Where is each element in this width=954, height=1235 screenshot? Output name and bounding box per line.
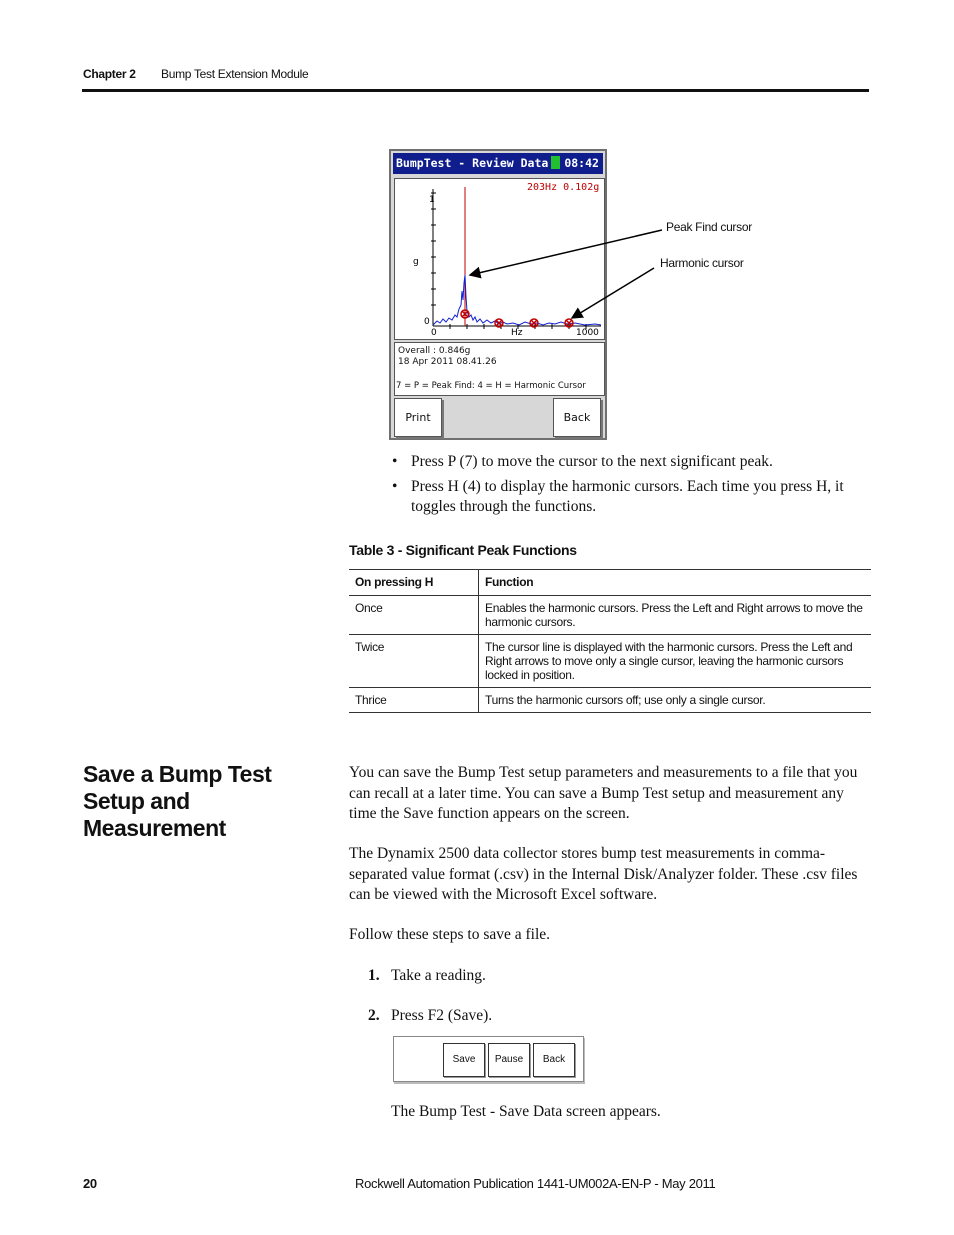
- x-end-label: 1000: [576, 328, 599, 338]
- device-title-bar: [393, 153, 603, 174]
- bullet-list: [390, 452, 870, 522]
- device-time: 08:42: [564, 156, 599, 170]
- table-header: Function: [479, 570, 872, 596]
- timestamp-readout: 18 Apr 2011 08.41.26: [398, 357, 497, 367]
- x-unit-label: Hz: [511, 328, 523, 338]
- bullet-item: • Press P (7) to move the cursor to the next significant peak.: [390, 452, 870, 472]
- page-number: 20: [83, 1176, 97, 1191]
- publication-info: Rockwell Automation Publication 1441-UM002A-EN-P - May 2011: [355, 1176, 716, 1191]
- device-title: BumpTest - Review Data: [396, 156, 549, 170]
- peak-find-arrow: [470, 230, 662, 275]
- section-label: Bump Test Extension Module: [161, 67, 309, 81]
- battery-icon: [551, 156, 560, 169]
- result-text: The Bump Test - Save Data screen appears.: [391, 1103, 661, 1120]
- table-cell: Turns the harmonic cursors off; use only a single cursor.: [479, 688, 872, 713]
- table-row: [349, 635, 871, 688]
- peak-find-callout: Peak Find cursor: [666, 220, 752, 234]
- step-text: Press F2 (Save).: [391, 1007, 493, 1024]
- paragraph: Follow these steps to save a file.: [349, 926, 551, 943]
- table-cell: Thrice: [349, 688, 479, 713]
- header-rule: [82, 89, 869, 92]
- table-cell: Twice: [349, 635, 479, 688]
- back-button[interactable]: Back: [533, 1043, 575, 1077]
- save-button[interactable]: Save: [443, 1043, 485, 1077]
- y-top-label: 1: [429, 195, 435, 205]
- chapter-label: Chapter 2: [83, 67, 136, 81]
- keys-hint: 7 = P = Peak Find: 4 = H = Harmonic Cursor: [396, 381, 586, 391]
- table-cell: The cursor line is displayed with the harmonic cursors. Press the Left and Right arrows to move only a single cursor, leaving the harmonic cursors locked in position.: [479, 635, 872, 688]
- bullet-item: • Press H (4) to display the harmonic cursors. Each time you press H, it toggles through the functions.: [390, 477, 870, 517]
- save-bar-screenshot: [393, 1036, 584, 1082]
- step-number: 1.: [368, 967, 380, 984]
- x-start-label: 0: [431, 328, 437, 338]
- y-axis-label: g: [413, 257, 419, 267]
- harmonic-arrow: [572, 268, 654, 318]
- table-caption: Table 3 - Significant Peak Functions: [349, 542, 577, 558]
- step-text: Take a reading.: [391, 967, 486, 984]
- peak-functions-table: [349, 569, 871, 713]
- device-info-panel: [394, 342, 605, 396]
- peak-readout: 203Hz 0.102g: [527, 182, 600, 193]
- y-bottom-label: 0: [424, 317, 430, 327]
- step-number: 2.: [368, 1007, 380, 1024]
- harmonic-callout: Harmonic cursor: [660, 256, 744, 270]
- table-cell: Once: [349, 596, 479, 635]
- print-button[interactable]: Print: [394, 398, 442, 437]
- table-header-row: [349, 570, 871, 596]
- table-cell: Enables the harmonic cursors. Press the Left and Right arrows to move the harmonic cursors.: [479, 596, 872, 635]
- table-header: On pressing H: [349, 570, 479, 596]
- pause-button[interactable]: Pause: [488, 1043, 530, 1077]
- paragraph: You can save the Bump Test setup parameters and measurements to a file that you can recall at a later time. You can save a Bump Test setup and measurement any time the Save function appears on the screen.: [349, 764, 858, 822]
- section-heading: Save a Bump Test Setup and Measurement: [83, 761, 272, 841]
- paragraph: The Dynamix 2500 data collector stores bump test measurements in comma-separated value format (.csv) in the Internal Disk/Analyzer folder. These .csv files can be viewed with the Microsoft Excel software.: [349, 845, 858, 903]
- callout-arrows: [460, 220, 670, 320]
- table-row: [349, 596, 871, 635]
- overall-readout: Overall : 0.846g: [398, 346, 471, 356]
- table-row: [349, 688, 871, 713]
- back-button[interactable]: Back: [553, 398, 601, 437]
